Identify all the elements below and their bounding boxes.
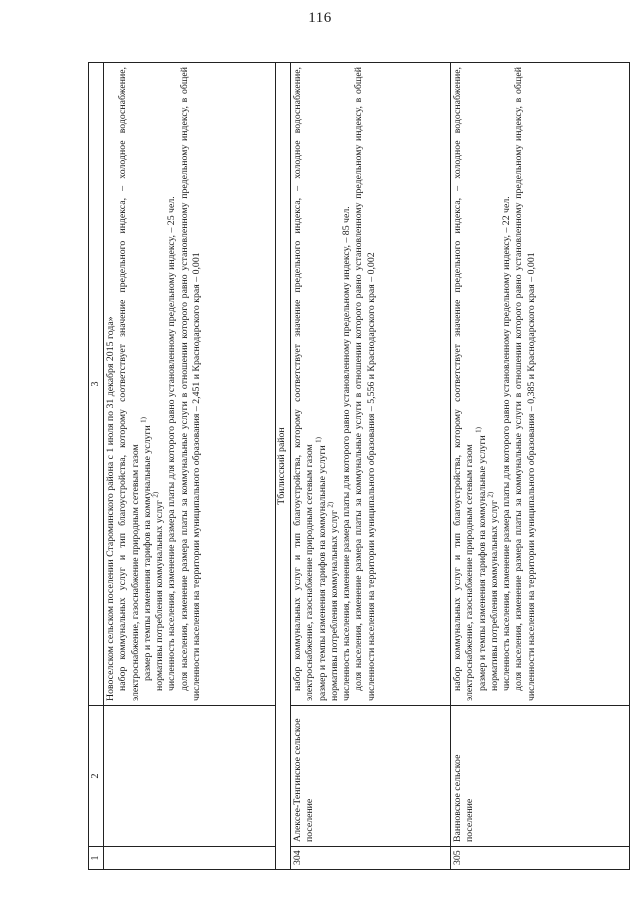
footnote-1-marker: 1)	[314, 437, 323, 443]
continuation-text	[104, 63, 276, 706]
row-number: 305	[451, 847, 630, 870]
header-col-1: 1	[89, 847, 104, 870]
data-table	[88, 62, 630, 870]
settlement-details	[451, 63, 630, 706]
row-line-tariffs: размер и темпы изменения тарифов на коммунальные услуги	[316, 445, 328, 701]
row-line-share: доля населения, изменение размера платы за коммунальные услуги в отношении которого равно установленному предельному индексу, в общей численности населения на территории муниципального образования – 5,556 и Краснодарского края – 0,002	[353, 67, 377, 701]
page-number: 116	[308, 10, 332, 26]
footnote-2-marker: 2)	[326, 501, 335, 508]
row-number: 304	[291, 847, 451, 870]
row-line-share: доля населения, изменение размера платы за коммунальные услуги в отношении которого равно установленному предельному индексу, в общей численности населения на территории муниципального образования – 0,385 и Краснодарского края – 0,001	[513, 67, 537, 701]
rotated-table-container	[88, 62, 630, 870]
row-line-norms: нормативы потребления коммунальных услуг	[488, 500, 500, 691]
settlement-name: Алексее-Тенгинское сельское поселение	[291, 706, 451, 847]
region-row	[276, 63, 291, 870]
footnote-1-marker: 1)	[474, 427, 483, 433]
row-line-services: набор коммунальных услуг и тип благоустройства, которому соответствует значение предельного индекса, – холодное водоснабжение, электроснабжение, газоснабжение природным сетевым газом	[452, 67, 476, 701]
footnote-2-marker: 2)	[151, 491, 160, 498]
row-line-tariffs: размер и темпы изменения тарифов на коммунальные услуги	[476, 435, 488, 691]
region-heading: Тбилисский район	[276, 63, 291, 870]
row-line-services: набор коммунальных услуг и тип благоустройства, которому соответствует значение предельного индекса, – холодное водоснабжение, электроснабжение, газоснабжение природным сетевым газом	[292, 67, 316, 701]
row-line-norms: нормативы потребления коммунальных услуг	[328, 510, 340, 701]
continuation-line-population: численность населения, изменение размера платы для которого равно установленному предельному индексу, – 25 чел.	[166, 196, 178, 691]
table-row	[451, 63, 630, 870]
row-line-population: численность населения, изменение размера платы для которого равно установленному предельному индексу, – 22 чел.	[501, 196, 513, 691]
continuation-row	[104, 63, 276, 870]
continuation-line-share: доля населения, изменение размера платы за коммунальные услуги в отношении которого равно установленному предельному индексу, в общей численности населения на территории муниципального образования – 2,451 и Краснодарского края – 0,001	[178, 67, 203, 701]
header-col-2: 2	[89, 706, 104, 847]
header-col-3: 3	[89, 63, 104, 706]
settlement-details	[291, 63, 451, 706]
table-row	[291, 63, 451, 870]
continuation-line-tariffs: размер и темпы изменения тарифов на коммунальные услуги	[141, 425, 153, 681]
footnote-2-marker: 2)	[486, 491, 495, 498]
continuation-line-services: набор коммунальных услуг и тип благоустройства, которому соответствует значение предельного индекса, – холодное водоснабжение, электроснабжение, газоснабжение природным сетевым газом	[117, 67, 141, 701]
settlement-name: Ванновское сельское поселение	[451, 706, 630, 847]
continuation-line-norms: нормативы потребления коммунальных услуг	[154, 500, 166, 691]
header-row	[89, 63, 104, 870]
row-line-population: численность населения, изменение размера платы для которого равно установленному предельному индексу, – 85 чел.	[341, 206, 353, 701]
continuation-title: Новоселском сельском поселении Староминского района с 1 июля по 31 декабря 2015 года»	[105, 316, 116, 701]
footnote-1-marker: 1)	[139, 417, 148, 423]
